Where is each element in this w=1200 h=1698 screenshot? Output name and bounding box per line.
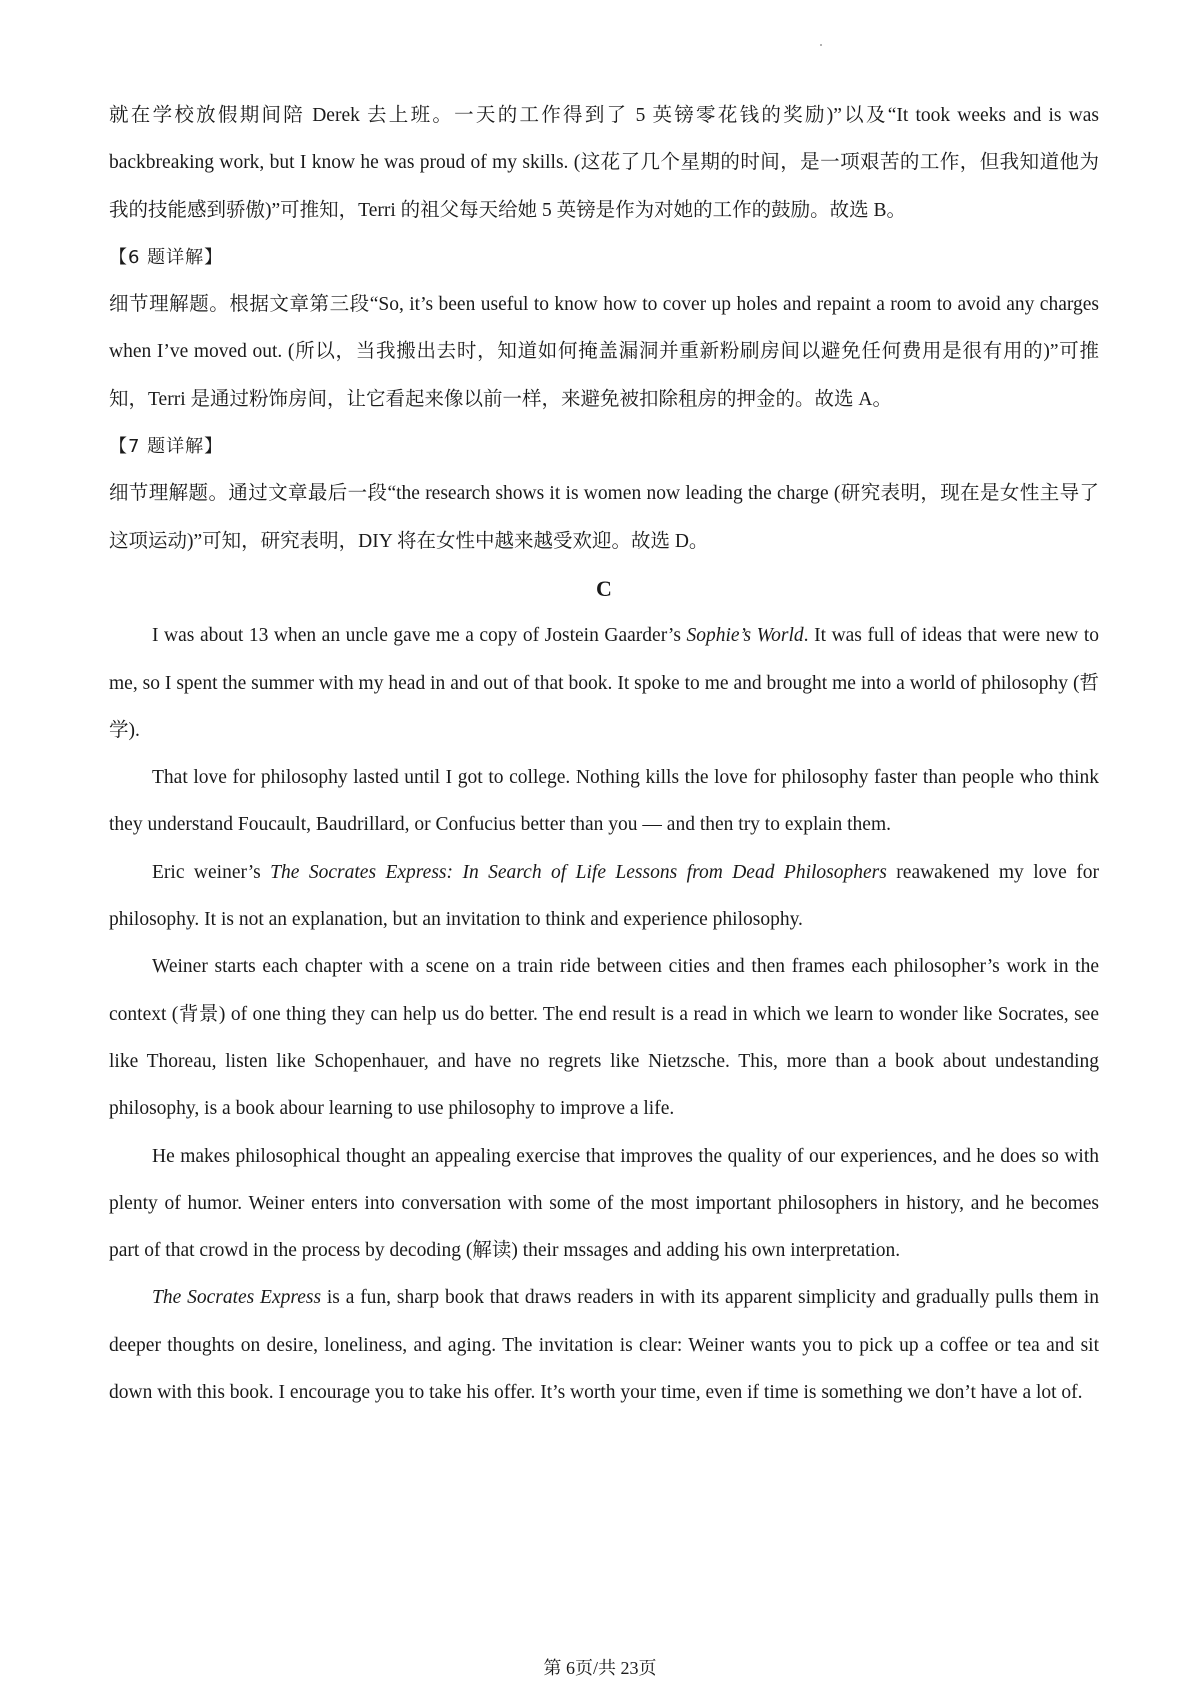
passage-paragraph-3 — [109, 849, 1099, 944]
p1-text-end: . It was full of ideas that were new to me, so I spent the summer with my head in and out of that book. It spoke to me and brought me into a world of philosophy (哲学). — [109, 625, 1099, 741]
passage-paragraph-6 — [109, 1274, 1099, 1416]
page-number-footer: 第 6页/共 23页 — [543, 1658, 657, 1678]
scan-dot — [820, 44, 822, 46]
p3-text-start: Eric weiner’s — [152, 861, 271, 883]
p3-text-end: reawakened my love for philosophy. It is not an explanation, but an invitation to think and experience philosophy. — [109, 861, 1099, 931]
p1-text-start: I was about 13 when an uncle gave me a copy of Jostein Gaarder’s — [152, 625, 687, 647]
section-c-title: C — [596, 575, 612, 601]
passage-paragraph-4: Weiner starts each chapter with a scene on a train ride between cities and then frames each philosopher’s work in the context (背景) of one thing they can help us do better. The end result is a read in which we learn to wonder like Socrates, see like Thoreau, listen like Schopenhauer, and have no regrets like Nietzsche. This, more than a book about undestanding philosophy, is a book abour learning to use philosophy to improve a life. — [109, 956, 1099, 1120]
p6-text: is a fun, sharp book that draws readers in with its apparent simplicity and gradually pulls them in deeper thoughts on desire, loneliness, and aging. The invitation is clear: Weiner wants you to pick up a coffee or tea and sit down with this book. I encourage you to take his offer. It’s worth your time, even if time is something we don’t have a lot of. — [109, 1287, 1099, 1404]
answer-continuation-paragraph: 就在学校放假期间陪 Derek 去上班。一天的工作得到了 5 英镑零花钱的奖励)”以及“It took weeks and is was backbreaking work, but I know he was proud of my skills. (这花了几个星期的时间，是一项艰苦的工作，但我知道他为我的技能感到骄傲)”可推知，Terri 的祖父每天给她 5 英镑是作为对她的工作的鼓励。故选 B。 — [109, 105, 1099, 221]
q6-heading: 【6 题详解】 — [109, 246, 224, 268]
book-title-socrates-express: The Socrates Express — [152, 1287, 322, 1309]
book-title-sophies-world: Sophie’s World — [686, 625, 804, 647]
q7-heading: 【7 题详解】 — [109, 436, 224, 458]
page-content — [109, 92, 1099, 1416]
passage-paragraph-5: He makes philosophical thought an appealing exercise that improves the quality of our experiences, and he does so with plenty of humor. Weiner enters into conversation with some of the most important philosophers in history, and he becomes part of that crowd in the process by decoding (解读) their mssages and adding his own interpretation. — [109, 1145, 1099, 1262]
passage-paragraph-2: That love for philosophy lasted until I got to college. Nothing kills the love for philosophy faster than people who think they understand Foucault, Baudrillard, or Confucius better than you — and then try to explain them. — [109, 767, 1099, 836]
book-title-socrates-express-full: The Socrates Express: In Search of Life Lessons from Dead Philosophers — [270, 861, 887, 883]
passage-paragraph-1 — [109, 612, 1099, 754]
q6-explanation: 细节理解题。根据文章第三段“So, it’s been useful to know how to cover up holes and repaint a room to avoid any charges when I’ve moved out. (所以，当我搬出去时，知道如何掩盖漏洞并重新粉刷房间以避免任何费用是很有用的)”可推知，Terri 是通过粉饰房间，让它看起来像以前一样，来避免被扣除租房的押金的。故选 A。 — [109, 294, 1099, 410]
q7-explanation: 细节理解题。通过文章最后一段“the research shows it is women now leading the charge (研究表明，现在是女性主导了这项运动)”可知，研究表明，DIY 将在女性中越来越受欢迎。故选 D。 — [109, 483, 1099, 552]
